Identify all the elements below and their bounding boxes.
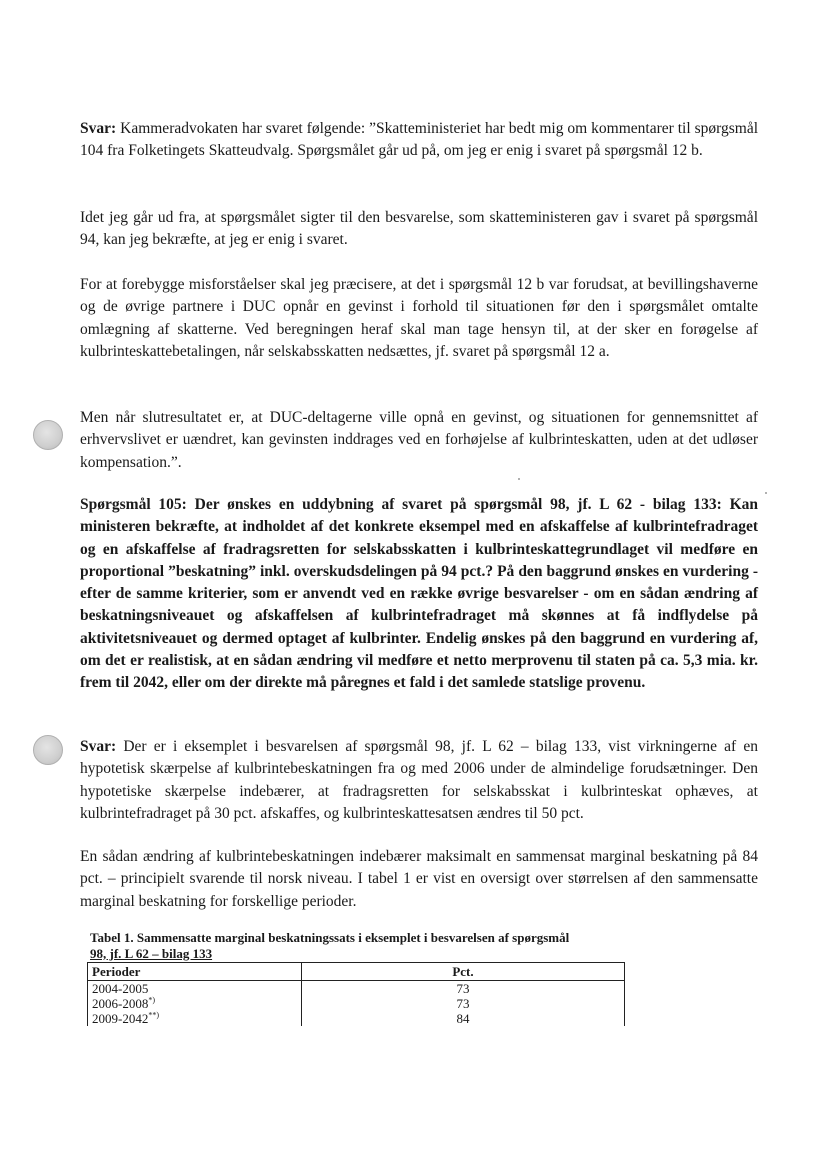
scan-speck (765, 492, 767, 494)
table-row (88, 1011, 625, 1026)
table-caption-line-2: 98, jf. L 62 – bilag 133 (90, 945, 213, 961)
pct-cell: 73 (302, 981, 625, 997)
column-header-periods: Perioder (88, 963, 302, 981)
punch-hole-bottom (33, 735, 63, 765)
question-105: Spørgsmål 105: Der ønskes en uddybning af svaret på spørgsmål 98, jf. L 62 - bilag 133: Kan ministeren bekræfte, at indholdet af det konkrete eksempel med en afskaffelse af kulbrintefradraget og en afskaffelse af fradragsretten for selskabsskatten i kulbrinteskattegrundlaget vil medføre en proportional ”beskatning” inkl. overskudsdelingen på 94 pct.? På den baggrund ønskes en vurdering - efter de samme kriterier, som er anvendt ved en række øvrige besvarelser - om en sådan ændring af beskatningsniveauet og afskaffelsen af kulbrintefradraget må skønnes at få indflydelse på aktivitetsniveauet og dermed optaget af kulbrinter. Endelig ønskes på den baggrund en vurdering af, om det er realistisk, at en sådan ændring vil medføre et netto merprovenu til staten på ca. 5,3 mia. kr. frem til 2042, eller om der direkte må påregnes et fald i det samlede statslige provenu. (80, 496, 758, 692)
table-caption-line-1: Tabel 1. Sammensatte marginal beskatningssats i eksemplet i besvarelsen af spørgsmål (90, 930, 570, 945)
period-cell: 2009-2042**) (88, 1011, 302, 1026)
paragraph-2: Idet jeg går ud fra, at spørgsmålet sigter til den besvarelse, som skatteministeren gav i svaret på spørgsmål 94, kan jeg bekræfte, at jeg er enig i svaret. (80, 209, 758, 249)
column-header-pct: Pct. (302, 963, 625, 981)
paragraph-7: En sådan ændring af kulbrintebeskatningen indebærer maksimalt en sammensat marginal beskatning på 84 pct. – principielt svarende til norsk niveau. I tabel 1 er vist en oversigt over størrelsen af den sammensatte marginal beskatning for forskellige perioder. (80, 848, 758, 910)
marginal-tax-table (87, 962, 625, 1026)
period-cell: 2004-2005 (88, 981, 302, 997)
period-cell: 2006-2008*) (88, 996, 302, 1011)
punch-hole-top (33, 420, 63, 450)
table-caption (90, 930, 670, 961)
paragraph-4: Men når slutresultatet er, at DUC-deltagerne ville opnå en gevinst, og situationen for gennemsnittet af erhvervslivet er uændret, kan gevinsten inddrages ved en forhøjelse af kulbrinteskatten, uden at det udløser kompensation.”. (80, 409, 758, 471)
table-header-row (88, 963, 625, 981)
answer-label: Svar: (80, 738, 117, 755)
table-row (88, 996, 625, 1011)
table-row (88, 981, 625, 997)
answer-label: Svar: (80, 120, 117, 137)
answer-paragraph-6 (80, 736, 758, 825)
scan-speck (518, 478, 520, 480)
pct-cell: 73 (302, 996, 625, 1011)
answer-text: Kammeradvokaten har svaret følgende: ”Skatteministeriet har bedt mig om kommentarer til spørgsmål 104 fra Folketingets Skatteudvalg. Spørgsmålet går ud på, om jeg er enig i svaret på spørgsmål 12 b. (80, 120, 759, 160)
pct-cell: 84 (302, 1011, 625, 1026)
paragraph-3: For at forebygge misforståelser skal jeg præcisere, at det i spørgsmål 12 b var forudsat, at bevillingshaverne og de øvrige partnere i DUC opnår en gevinst i forhold til situationen før den i spørgsmålet omtalte omlægning af skatterne. Ved beregningen heraf skal man tage hensyn til, at der sker en forøgelse af kulbrinteskattebetalingen, når selskabsskatten nedsættes, jf. svaret på spørgsmål 12 a. (80, 276, 758, 360)
answer-paragraph-1 (80, 118, 758, 163)
answer-text: Der er i eksemplet i besvarelsen af spørgsmål 98, jf. L 62 – bilag 133, vist virkningerne af en hypotetisk skærpelse af kulbrintebeskatningen fra og med 2006 under de almindelige forudsætninger. Den hypotetiske skærpelse indebærer, at fradragsretten for selskabsskat i kulbrinteskat ophæves, at kulbrintefradraget på 30 pct. afskaffes, og kulbrinteskattesatsen ændres til 50 pct. (80, 738, 759, 822)
